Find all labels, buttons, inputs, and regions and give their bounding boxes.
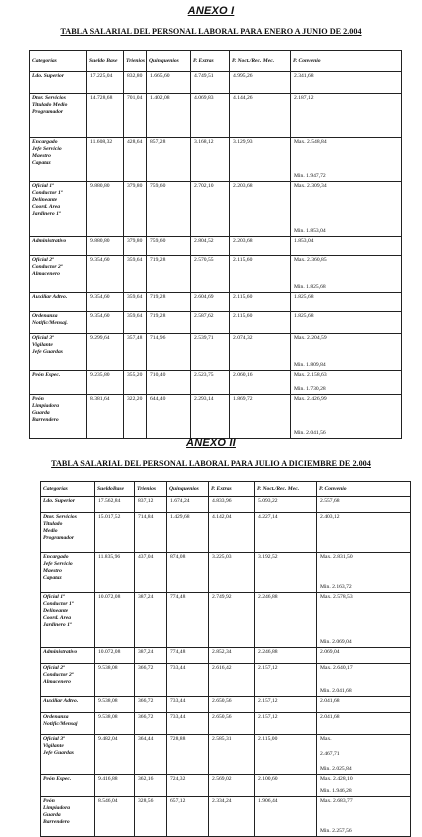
extras-cell: 2.334,24 (209, 797, 255, 837)
category-cell (41, 775, 95, 797)
convenio-value: 2.467,71 (320, 751, 340, 757)
extras-cell: 4.069,83 (191, 94, 230, 138)
trienios-cell: 355,20 (124, 371, 147, 395)
category-label: Ordenanza (43, 714, 69, 720)
annex-2-table-title: TABLA SALARIAL DEL PERSONAL LABORAL PARA JULIO A DICIEMBRE DE 2.004 (51, 459, 371, 468)
column-header: P. Noct./Rec. Mec. (230, 51, 291, 72)
noct-cell: 3.129,93 (230, 138, 291, 182)
base-cell: 9.354,60 (87, 256, 124, 293)
category-label: Dtor. Servicios (32, 95, 66, 101)
convenio-value: 2.341,68 (294, 73, 314, 79)
extras-cell: 2.702,10 (191, 182, 230, 237)
category-cell (41, 553, 95, 593)
category-cell (30, 312, 87, 334)
noct-cell: 1.869,72 (230, 395, 291, 439)
category-label: Jefe Servicio (32, 145, 62, 152)
category-label: Dtor. Servicios (43, 514, 77, 520)
quinq-cell: 719,28 (147, 256, 191, 293)
noct-cell: 2.115,60 (230, 256, 291, 293)
convenio-value: 2.187,12 (294, 95, 314, 101)
trienios-cell: 359,64 (124, 256, 147, 293)
base-cell: 8.381,64 (87, 395, 124, 439)
trienios-cell: 714,84 (135, 513, 167, 553)
convenio-cell (291, 334, 402, 371)
convenio-cell (317, 664, 411, 697)
annex-1-table-title: TABLA SALARIAL DEL PERSONAL LABORAL PARA ENERO A JUNIO DE 2.004 (60, 27, 362, 36)
table-row (30, 312, 402, 334)
base-cell: 9.482,04 (95, 735, 135, 775)
category-label: Oficial 1ª (32, 183, 54, 189)
extras-cell: 2.852,34 (209, 648, 255, 664)
table-row (41, 664, 411, 697)
convenio-value: 1.853,04 (294, 238, 314, 244)
category-label: Vigilante (43, 742, 64, 749)
convenio-value: 2.557,68 (320, 498, 340, 504)
column-header: P. Noct./Rec. Mec. (255, 482, 317, 497)
convenio-value: 2.069,04 (320, 649, 340, 655)
category-label: Medio (43, 527, 58, 534)
column-header: Trienios (135, 482, 167, 497)
category-cell (41, 735, 95, 775)
category-label: Jardinero 1ª (32, 210, 61, 217)
quinq-cell: 1.674,24 (167, 497, 209, 513)
convenio-value: Min. 2.025,84 (320, 766, 352, 772)
convenio-value: 2.403,12 (320, 514, 340, 520)
noct-cell: 1.906,44 (255, 797, 317, 837)
base-cell: 9.416,88 (95, 775, 135, 797)
category-cell (30, 182, 87, 237)
table-header-row (41, 482, 411, 497)
convenio-value: 1.825,68 (294, 294, 314, 300)
base-cell: 9.299,64 (87, 334, 124, 371)
convenio-value: Max. 2.548,84 (294, 139, 327, 145)
category-label: Oficial 1ª (43, 594, 65, 600)
category-label: Ldo. Superior (43, 498, 76, 504)
table-row (41, 553, 411, 593)
trienios-cell: 379,80 (124, 237, 147, 256)
table-row (30, 293, 402, 312)
category-label: Oficial 3ª (43, 736, 65, 742)
convenio-value: Max. 2.640,17 (320, 665, 353, 671)
category-label: Capataz (32, 159, 51, 166)
base-cell: 9.538,08 (95, 664, 135, 697)
convenio-value: Max. 2.578,53 (320, 594, 353, 600)
category-label: Conductor 2ª (32, 263, 63, 270)
convenio-value: Max. 2.309,34 (294, 183, 327, 189)
convenio-value: Min. 2.041,56 (294, 430, 326, 436)
annex-1-title: ANEXO I (187, 5, 235, 17)
category-label: Almacenero (43, 678, 71, 685)
category-label: Oficial 2ª (43, 665, 65, 671)
base-cell: 9.880,80 (87, 182, 124, 237)
trienios-cell: 387,24 (135, 648, 167, 664)
base-cell: 8.546,04 (95, 797, 135, 837)
category-label: Jardinero 1ª (43, 621, 72, 628)
quinq-cell: 1.429,68 (167, 513, 209, 553)
convenio-cell (317, 553, 411, 593)
noct-cell: 4.144,26 (230, 94, 291, 138)
convenio-cell (317, 713, 411, 735)
extras-cell: 2.523,75 (191, 371, 230, 395)
quinq-cell: 774,48 (167, 593, 209, 648)
convenio-value: Min. 1.809,84 (294, 362, 326, 368)
category-label: Conductor 2ª (43, 671, 74, 678)
category-label: Vigilante (32, 341, 53, 348)
category-label: Coord. Area (43, 614, 72, 621)
convenio-cell (317, 775, 411, 797)
quinq-cell: 710,40 (147, 371, 191, 395)
category-cell (41, 713, 95, 735)
category-label: Peón Espec. (32, 372, 61, 378)
extras-cell: 2.650,56 (209, 697, 255, 713)
category-cell (30, 256, 87, 293)
convenio-value: Min. 2.069,04 (320, 639, 352, 645)
noct-cell: 2.157,12 (255, 713, 317, 735)
category-cell (30, 72, 87, 94)
category-label: Capataz (43, 574, 62, 581)
quinq-cell: 714,96 (147, 334, 191, 371)
convenio-cell (317, 648, 411, 664)
column-header: Trienios (124, 51, 147, 72)
table-row (30, 395, 402, 439)
convenio-cell (291, 256, 402, 293)
table-row (41, 593, 411, 648)
quinq-cell: 724,32 (167, 775, 209, 797)
table-row (41, 797, 411, 837)
category-cell (30, 395, 87, 439)
extras-cell: 3.168,12 (191, 138, 230, 182)
convenio-value: Max. 2.428,10 (320, 776, 353, 782)
category-label: Peón (43, 798, 55, 804)
category-label: Titulado Medio (32, 101, 68, 108)
column-header: Categorías (41, 482, 95, 497)
category-label: Programador (43, 534, 75, 541)
table-row (41, 513, 411, 553)
category-label: Almacenero (32, 270, 60, 277)
convenio-value: Max. 2.831,50 (320, 554, 353, 560)
table-row (30, 237, 402, 256)
base-cell: 11.608,32 (87, 138, 124, 182)
column-header: Sueldo Base (87, 51, 124, 72)
convenio-value: Min. 1.825,68 (294, 284, 326, 290)
category-label: Barrendero (43, 818, 70, 825)
quinq-cell: 1.665,60 (147, 72, 191, 94)
column-header: SueldoBase (95, 482, 135, 497)
noct-cell: 4.227,14 (255, 513, 317, 553)
category-label: Titulado (43, 520, 63, 527)
category-label: Encargado (32, 139, 58, 145)
table-row (30, 138, 402, 182)
convenio-cell (291, 138, 402, 182)
convenio-value: Max. 2.158,63 (294, 372, 327, 378)
trienios-cell: 437,04 (135, 553, 167, 593)
quinq-cell: 733,44 (167, 713, 209, 735)
extras-cell: 2.569,02 (209, 775, 255, 797)
extras-cell: 2.570,55 (191, 256, 230, 293)
table-row (30, 256, 402, 293)
noct-cell: 2.060,16 (230, 371, 291, 395)
category-cell (41, 664, 95, 697)
column-header: Quinquenios (147, 51, 191, 72)
convenio-cell (317, 697, 411, 713)
quinq-cell: 719,28 (147, 293, 191, 312)
category-cell (41, 697, 95, 713)
convenio-cell (291, 72, 402, 94)
category-label: Notific/Mensaj (43, 720, 78, 727)
table-row (30, 371, 402, 395)
extras-cell: 2.587,62 (191, 312, 230, 334)
category-cell (30, 334, 87, 371)
trienios-cell: 366,72 (135, 713, 167, 735)
extras-cell: 2.585,31 (209, 735, 255, 775)
noct-cell: 2.074,32 (230, 334, 291, 371)
base-cell: 9.538,08 (95, 697, 135, 713)
base-cell: 9.538,08 (95, 713, 135, 735)
category-label: Auxiliar Adtvo. (32, 294, 68, 300)
category-cell (41, 513, 95, 553)
category-label: Delineante (32, 196, 58, 203)
noct-cell: 2.246,88 (255, 593, 317, 648)
extras-cell: 2.749,92 (209, 593, 255, 648)
category-label: Oficial 2ª (32, 257, 54, 263)
quinq-cell: 1.402,08 (147, 94, 191, 138)
trienios-cell: 379,80 (124, 182, 147, 237)
trienios-cell: 837,12 (135, 497, 167, 513)
quinq-cell: 644,40 (147, 395, 191, 439)
trienios-cell: 359,64 (124, 293, 147, 312)
base-cell: 11.835,96 (95, 553, 135, 593)
quinq-cell: 759,60 (147, 182, 191, 237)
noct-cell: 4.995,26 (230, 72, 291, 94)
noct-cell: 2.203,68 (230, 182, 291, 237)
convenio-value: Min. 1.946,28 (320, 788, 352, 794)
convenio-value: Min. 2.041,68 (320, 688, 352, 694)
table-row (30, 94, 402, 138)
noct-cell: 2.115,60 (230, 312, 291, 334)
category-cell (30, 237, 87, 256)
convenio-cell (317, 497, 411, 513)
convenio-cell (291, 182, 402, 237)
quinq-cell: 657,12 (167, 797, 209, 837)
category-label: Ordenanza (32, 313, 58, 319)
trienios-cell: 364,44 (135, 735, 167, 775)
category-label: Coord. Area (32, 203, 61, 210)
category-label: Encargado (43, 554, 69, 560)
category-label: Auxiliar Adtvo. (43, 698, 79, 704)
base-cell: 15.017,52 (95, 513, 135, 553)
convenio-value: 1.825,68 (294, 313, 314, 319)
table-row (41, 775, 411, 797)
base-cell: 9.354,60 (87, 312, 124, 334)
table-row (30, 72, 402, 94)
extras-cell: 2.293,14 (191, 395, 230, 439)
extras-cell: 2.650,56 (209, 713, 255, 735)
extras-cell: 2.604,69 (191, 293, 230, 312)
noct-cell: 2.100,60 (255, 775, 317, 797)
category-label: Administrativo (32, 238, 67, 244)
trienios-cell: 322,20 (124, 395, 147, 439)
table-row (41, 735, 411, 775)
trienios-cell: 366,72 (135, 697, 167, 713)
category-cell (30, 293, 87, 312)
table-row (41, 713, 411, 735)
category-label: Peón Espec. (43, 776, 72, 782)
table-row (30, 182, 402, 237)
category-label: Limpiadora (32, 402, 60, 409)
column-header: P. Convenio (291, 51, 402, 72)
quinq-cell: 728,88 (167, 735, 209, 775)
extras-cell: 4.749,51 (191, 72, 230, 94)
convenio-value: Max. 2.426,99 (294, 396, 327, 402)
convenio-value: Max. (320, 736, 332, 742)
convenio-cell (291, 312, 402, 334)
extras-cell: 2.804,52 (191, 237, 230, 256)
category-label: Jefe Guardas (32, 348, 63, 355)
extras-cell: 4.142,04 (209, 513, 255, 553)
column-header: Categorías (30, 51, 87, 72)
category-label: Guarda (43, 811, 61, 818)
trienios-cell: 701,04 (124, 94, 147, 138)
category-label: Delineante (43, 607, 69, 614)
trienios-cell: 366,72 (135, 664, 167, 697)
convenio-value: 2.041,68 (320, 714, 340, 720)
quinq-cell: 733,44 (167, 664, 209, 697)
extras-cell: 3.225,03 (209, 553, 255, 593)
category-label: Limpiadora (43, 804, 71, 811)
noct-cell: 2.115,00 (255, 735, 317, 775)
category-cell (30, 371, 87, 395)
category-cell (41, 648, 95, 664)
noct-cell: 2.246,88 (255, 648, 317, 664)
column-header: P. Extras (191, 51, 230, 72)
category-label: Oficial 3ª (32, 335, 54, 341)
noct-cell: 2.115,60 (230, 293, 291, 312)
quinq-cell: 874,08 (167, 553, 209, 593)
convenio-value: Max. 2.683,77 (320, 798, 353, 804)
trienios-cell: 832,80 (124, 72, 147, 94)
trienios-cell: 357,48 (124, 334, 147, 371)
category-label: Ldo. Superior (32, 73, 65, 79)
salary-table-jan-jun (29, 50, 402, 439)
convenio-cell (317, 593, 411, 648)
salary-table-jul-dec (40, 481, 411, 837)
convenio-cell (291, 371, 402, 395)
category-label: Maestro (43, 567, 62, 574)
category-cell (30, 138, 87, 182)
column-header: P. Extras (209, 482, 255, 497)
noct-cell: 3.192,52 (255, 553, 317, 593)
category-label: Notific/Mensaj. (32, 319, 68, 326)
noct-cell: 2.203,68 (230, 237, 291, 256)
trienios-cell: 359,64 (124, 312, 147, 334)
convenio-cell (291, 237, 402, 256)
annex-2-title: ANEXO II (186, 437, 236, 449)
convenio-value: Min. 2.257,56 (320, 828, 352, 834)
category-label: Jefe Servicio (43, 560, 73, 567)
extras-cell: 2.539,71 (191, 334, 230, 371)
category-cell (30, 94, 87, 138)
convenio-value: Min. 1.730,28 (294, 386, 326, 392)
trienios-cell: 387,24 (135, 593, 167, 648)
convenio-value: Max. 2.204,59 (294, 335, 327, 341)
convenio-value: Min. 1.853,04 (294, 228, 326, 234)
table-row (41, 648, 411, 664)
noct-cell: 2.157,12 (255, 697, 317, 713)
category-label: Administrativo (43, 649, 78, 655)
convenio-value: Min. 1.947,72 (294, 173, 326, 179)
convenio-cell (291, 293, 402, 312)
category-label: Peón (32, 396, 44, 402)
base-cell: 9.354,60 (87, 293, 124, 312)
table-row (41, 497, 411, 513)
category-label: Barrendero (32, 416, 59, 423)
category-label: Conductor 1ª (43, 600, 74, 607)
base-cell: 17.225,04 (87, 72, 124, 94)
convenio-cell (317, 735, 411, 775)
convenio-value: Min. 2.163,72 (320, 584, 352, 590)
quinq-cell: 719,28 (147, 312, 191, 334)
trienios-cell: 362,16 (135, 775, 167, 797)
category-cell (41, 797, 95, 837)
convenio-value: Max. 2.360,85 (294, 257, 327, 263)
category-label: Programador (32, 108, 64, 115)
category-label: Jefe Guardas (43, 749, 74, 756)
base-cell: 10.072,08 (95, 593, 135, 648)
category-label: Maestro (32, 152, 51, 159)
base-cell: 9.880,80 (87, 237, 124, 256)
table-header-row (30, 51, 402, 72)
table-row (41, 697, 411, 713)
base-cell: 9.235,80 (87, 371, 124, 395)
category-cell (41, 593, 95, 648)
category-label: Guarda (32, 409, 50, 416)
convenio-cell (317, 797, 411, 837)
quinq-cell: 774,48 (167, 648, 209, 664)
convenio-cell (317, 513, 411, 553)
table-row (30, 334, 402, 371)
quinq-cell: 857,28 (147, 138, 191, 182)
category-cell (41, 497, 95, 513)
convenio-value: 2.041,68 (320, 698, 340, 704)
extras-cell: 4.833,96 (209, 497, 255, 513)
convenio-cell (291, 395, 402, 439)
quinq-cell: 759,60 (147, 237, 191, 256)
trienios-cell: 328,56 (135, 797, 167, 837)
trienios-cell: 428,64 (124, 138, 147, 182)
base-cell: 17.562,84 (95, 497, 135, 513)
quinq-cell: 733,44 (167, 697, 209, 713)
category-label: Conductor 1ª (32, 189, 63, 196)
noct-cell: 2.157,12 (255, 664, 317, 697)
noct-cell: 5.093,22 (255, 497, 317, 513)
column-header: Quinquenios (167, 482, 209, 497)
column-header: P. Convenio (317, 482, 411, 497)
convenio-cell (291, 94, 402, 138)
base-cell: 10.072,08 (95, 648, 135, 664)
base-cell: 14.728,68 (87, 94, 124, 138)
extras-cell: 2.616,42 (209, 664, 255, 697)
